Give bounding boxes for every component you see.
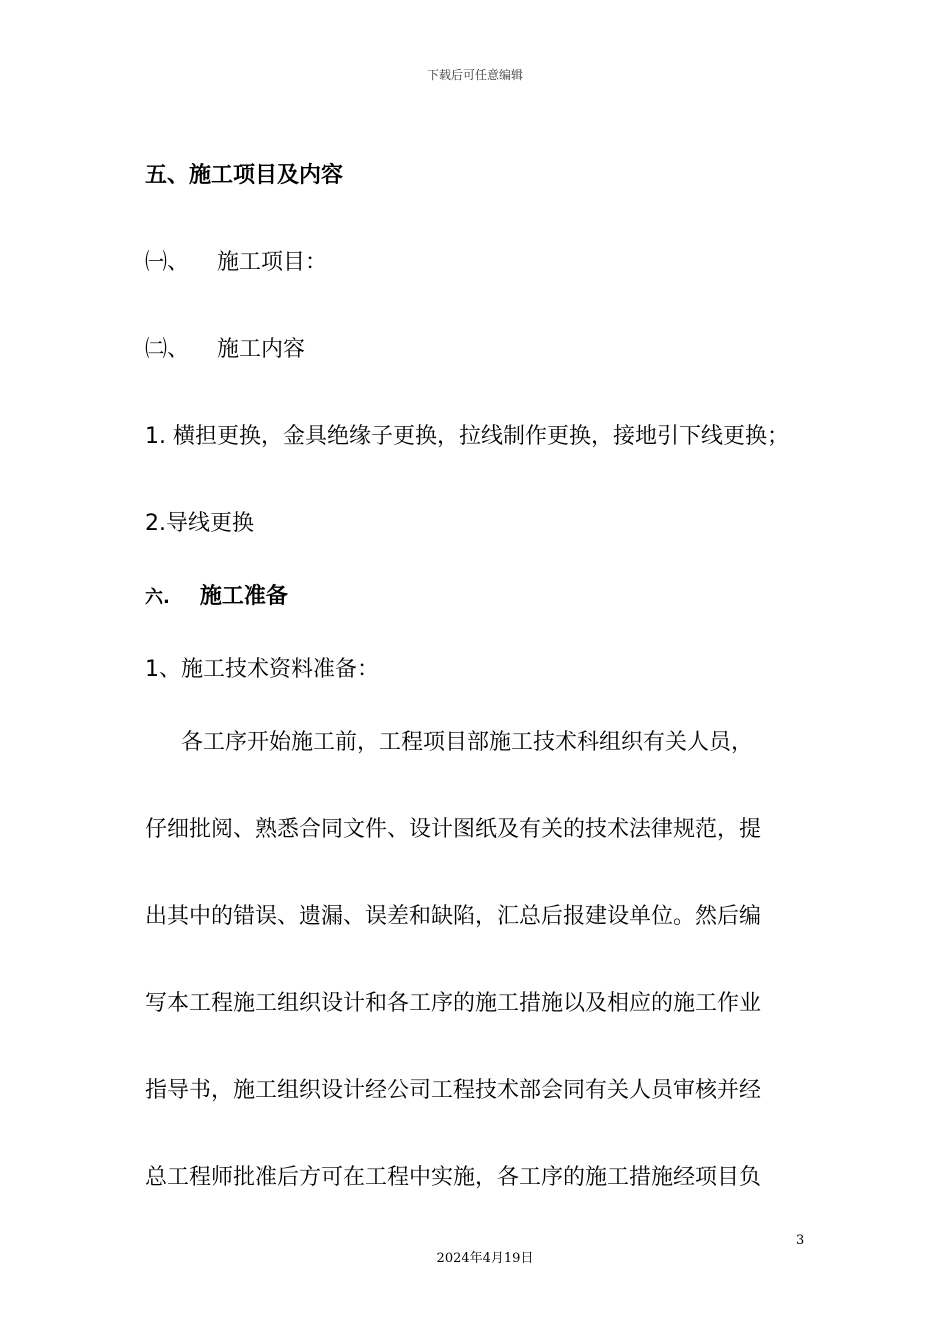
section-5-title: 五、施工项目及内容 (145, 163, 344, 188)
paragraph-line-6: 总工程师批准后方可在工程中实施，各工序的施工措施经项目负 (145, 1165, 762, 1190)
sub-1-text: 施工项目： (217, 250, 328, 275)
paragraph-line-3: 出其中的错误、遗漏、误差和缺陷，汇总后报建设单位。然后编 (145, 904, 762, 929)
sub-2-text: 施工内容 (217, 337, 306, 362)
page-header: 下载后可任意编辑 (426, 68, 523, 82)
section-5-sub-2 (145, 335, 305, 365)
page-number: 3 (796, 1233, 805, 1248)
paragraph-line-1: 各工序开始施工前，工程项目部施工技术科组织有关人员， (181, 730, 754, 755)
item-1: 1. 横担更换，金具绝缘子更换，拉线制作更换，接地引下线更换； (145, 424, 789, 449)
item-2: 2.导线更换 (145, 511, 254, 536)
paragraph-line-2: 仔细批阅、熟悉合同文件、设计图纸及有关的技术法律规范，提 (145, 817, 762, 842)
paragraph-line-4: 写本工程施工组织设计和各工序的施工措施以及相应的施工作业 (145, 991, 762, 1016)
section-6-title (145, 582, 288, 613)
section-6-sub-1: 1、施工技术资料准备： (145, 657, 379, 682)
sub-2-marker: ㈡、 (145, 337, 190, 362)
section-5-sub-1 (145, 248, 327, 278)
footer-date: 2024年4月19日 (436, 1251, 534, 1266)
section-6-title-text: 施工准备 (199, 584, 288, 609)
sub-1-marker: ㈠、 (145, 250, 190, 275)
section-6-marker: 六. (145, 587, 170, 608)
paragraph-line-5: 指导书，施工组织设计经公司工程技术部会同有关人员审核并经 (145, 1078, 762, 1103)
